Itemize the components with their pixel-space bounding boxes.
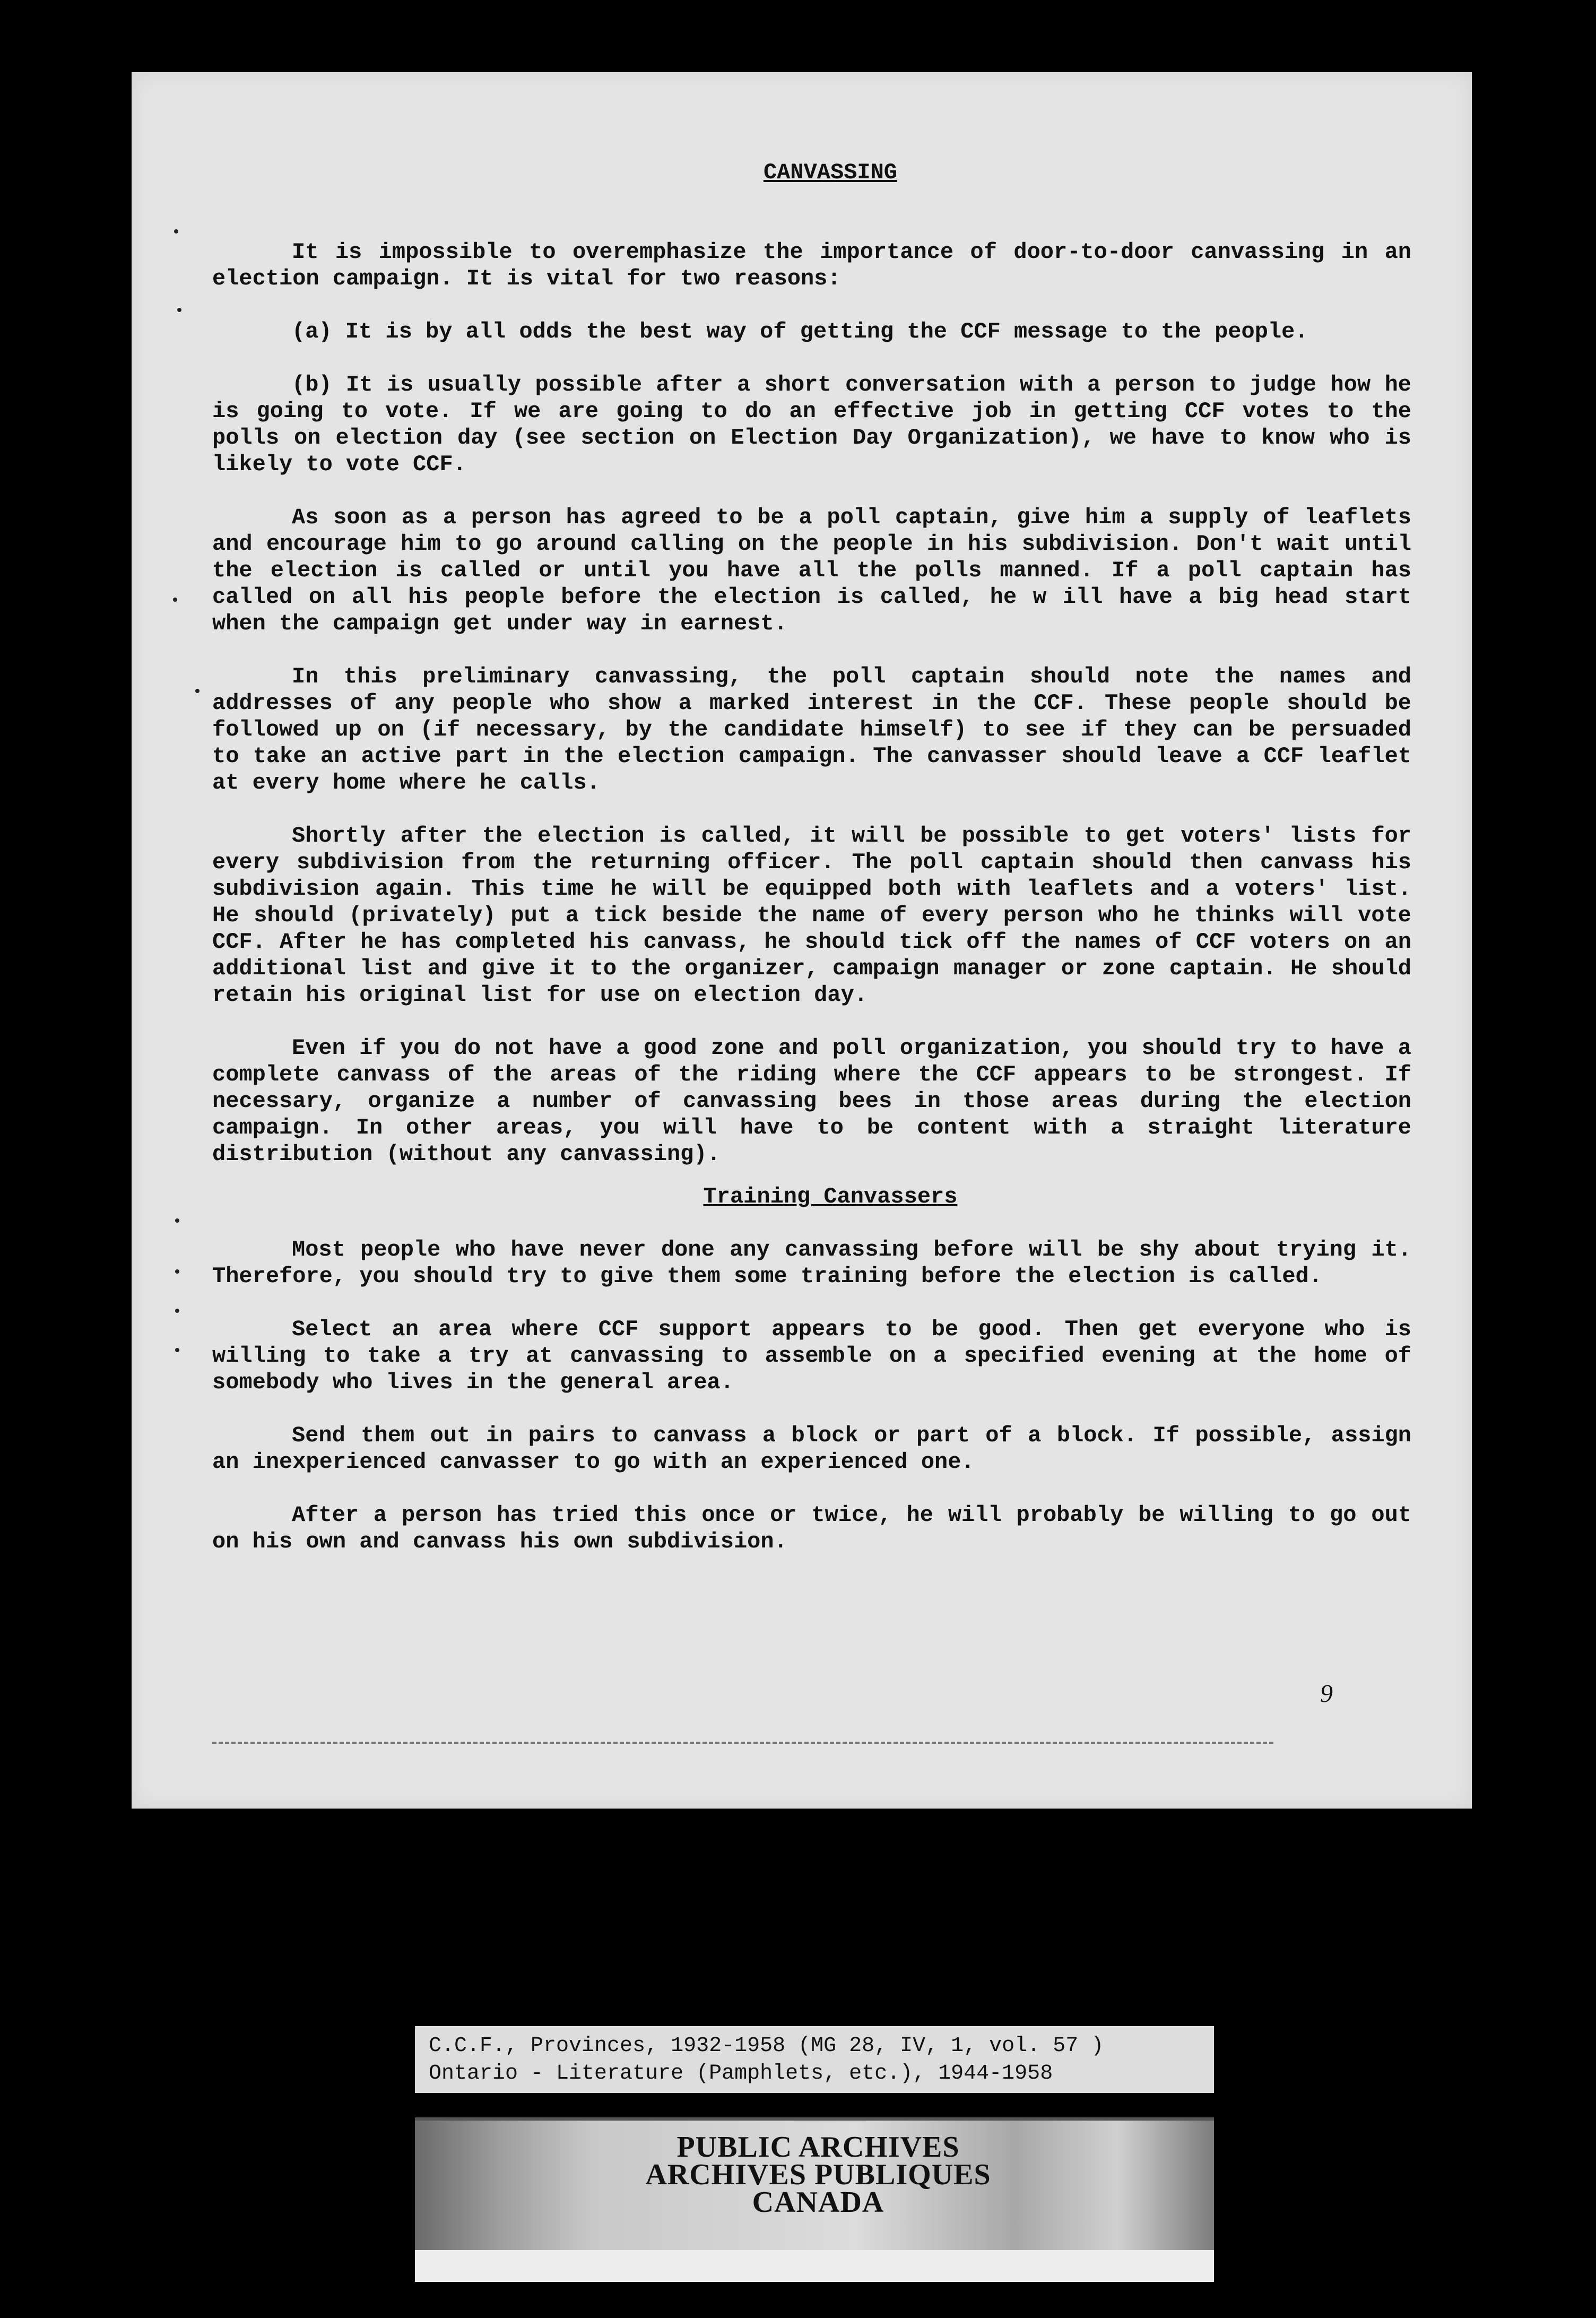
punch-mark: [175, 1269, 179, 1274]
page-title: CANVASSING: [763, 160, 898, 185]
paragraph: As soon as a person has agreed to be a poll captain, give him a supply of leaflets and encourage him to go around calling on the people in his subdivision. Don't wait until the election is called or until you have all the polls manned. If a poll captain has called on all his people before the election is called, he w ill have a big head start when the campaign get under way in earnest.: [212, 505, 1411, 636]
paragraph: (b) It is usually possible after a short conversation with a person to judge how he is going to vote. If we are going to do an effective job in getting CCF votes to the polls on election day (see section on Election Day Organization), we have to know who is likely to vote CCF.: [212, 372, 1411, 477]
paragraph: Select an area where CCF support appears to be good. Then get everyone who is willing to take a try at canvassing to assemble on a specified evening at the home of somebody who lives in the general area.: [212, 1317, 1411, 1395]
punch-mark: [175, 1348, 179, 1352]
page-number: 9: [1320, 1680, 1333, 1708]
punch-mark: [175, 1218, 179, 1223]
paragraph: (a) It is by all odds the best way of getting the CCF message to the people.: [292, 319, 1308, 344]
stamp-line: ARCHIVES PUBLIQUES: [645, 2158, 991, 2191]
paragraph: It is impossible to overemphasize the importance of door-to-door canvassing in an election campaign. It is vital for two reasons:: [212, 239, 1411, 291]
archive-label: [415, 2026, 1214, 2093]
stamp-line: CANADA: [752, 2186, 884, 2219]
document-body: [212, 159, 1411, 1581]
archive-label-line: C.C.F., Provinces, 1932-1958 (MG 28, IV, 1, vol. 57 ): [429, 2034, 1104, 2058]
stamp-strip: [415, 2250, 1214, 2282]
page-bottom-rule: [212, 1742, 1273, 1744]
stamp-text: [415, 2131, 1083, 2219]
punch-mark: [177, 308, 181, 312]
paragraph: In this preliminary canvassing, the poll captain should note the names and addresses of any people who show a marked interest in the CCF. These people should be followed up on (if necessary, by the candidate himself) to see if they can be persuaded to take an active part in the election campaign. The canvasser should leave a CCF leaflet at every home where he calls.: [212, 664, 1411, 795]
punch-mark: [175, 1309, 179, 1313]
stamp-line: PUBLIC ARCHIVES: [676, 2131, 960, 2164]
paragraph: Even if you do not have a good zone and poll organization, you should try to have a complete canvass of the areas of the riding where the CCF appears to be strongest. If necessary, organize a number of canvassing bees in those areas during the election campaign. In other areas, you will have to be content with a straight literature distribution (without any canvassing).: [212, 1035, 1411, 1167]
paragraph: Send them out in pairs to canvass a block or part of a block. If possible, assign an inexperienced canvasser to go with an experienced one.: [212, 1423, 1411, 1475]
punch-mark: [195, 689, 200, 693]
section-heading: Training Canvassers: [703, 1184, 958, 1209]
paragraph: After a person has tried this once or twice, he will probably be willing to go out on his own and canvass his own subdivision.: [212, 1502, 1411, 1554]
archive-label-line: Ontario - Literature (Pamphlets, etc.), 1944-1958: [429, 2062, 1053, 2086]
punch-mark: [174, 229, 178, 233]
punch-mark: [173, 598, 177, 602]
paragraph: Shortly after the election is called, it will be possible to get voters' lists for every subdivision from the returning officer. The poll captain should then canvass his subdivision again. This time he will be equipped both with leaflets and a voters' list. He should (privately) put a tick beside the name of every person who he thinks will vote CCF. After he has completed his canvass, he should tick off the names of CCF voters on an additional list and give it to the organizer, campaign manager or zone captain. He should retain his original list for use on election day.: [212, 823, 1411, 1008]
paragraph: Most people who have never done any canvassing before will be shy about trying it. Therefore, you should try to give them some training before the election is called.: [212, 1237, 1411, 1289]
archive-stamp: [415, 2117, 1214, 2282]
